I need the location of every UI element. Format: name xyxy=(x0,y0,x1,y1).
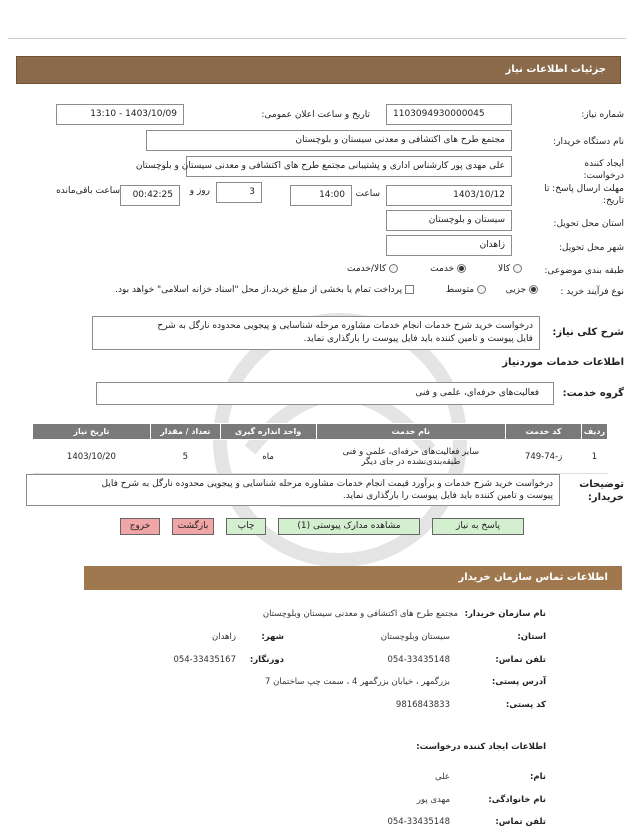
province-field: سیستان و بلوچستان xyxy=(386,210,512,231)
creator-phone-label: تلفن تماس: xyxy=(495,817,546,827)
summary-label: شرح کلی نیاز: xyxy=(552,327,624,338)
creator-family-label: نام خانوادگی: xyxy=(488,795,546,805)
buyer-org-field: مجتمع طرح های اکتشافی و معدنی سیستان و بلوچستان xyxy=(146,130,512,151)
creator-field: علی مهدی پور کارشناس اداری و پشتیبانی مجتمع طرح های اکتشافی و معدنی سیستان و بلوچستان xyxy=(186,156,512,177)
creator-phone-value: 054-33435148 xyxy=(387,817,450,827)
radio-khedmat-icon[interactable] xyxy=(457,264,466,273)
reply-button[interactable]: پاسخ به نیاز xyxy=(432,518,524,535)
city-field: زاهدان xyxy=(386,235,512,256)
radio-kala-icon[interactable] xyxy=(513,264,522,273)
checkbox-icon[interactable] xyxy=(405,285,414,294)
creator-name-value: علی xyxy=(435,772,450,782)
contact-header xyxy=(84,566,622,590)
cell-name-line-2: طبقه‌بندی‌نشده در جای دیگر xyxy=(361,456,461,467)
deadline-date-field: 1403/10/12 xyxy=(386,185,512,206)
category-radio-khedmat[interactable]: خدمت xyxy=(430,264,466,274)
cell-date: 1403/10/20 xyxy=(33,440,151,474)
remaining-label: ساعت باقی‌مانده xyxy=(56,186,120,196)
creator-info-title: اطلاعات ایجاد کننده درخواست: xyxy=(416,742,546,752)
attachments-button[interactable]: مشاهده مدارک پیوستی (1) xyxy=(278,518,420,535)
services-table xyxy=(32,423,608,474)
remaining-time-field: 00:42:25 xyxy=(120,185,180,206)
details-header-title: جزئیات اطلاعات نیاز xyxy=(505,64,606,75)
radio-joz-icon[interactable] xyxy=(529,285,538,294)
deadline-label: مهلت ارسال پاسخ: تا تاریخ: xyxy=(544,184,624,206)
details-header xyxy=(16,56,621,84)
deadline-time-field: 14:00 xyxy=(290,185,352,206)
back-button[interactable]: بازگشت xyxy=(172,518,214,535)
cell-code: ز-74-749 xyxy=(506,440,582,474)
contact-province-value: سیستان وبلوچستان xyxy=(380,632,450,642)
process-radio-joz[interactable]: جزیی xyxy=(506,285,538,295)
creator-name-label: نام: xyxy=(529,772,546,782)
table-row xyxy=(33,440,608,474)
service-group-label: گروه خدمت: xyxy=(562,388,624,399)
treasury-payment-check[interactable]: پرداخت تمام یا بخشی از مبلغ خرید،از محل "اسناد خزانه اسلامی" خواهد بود. xyxy=(115,285,414,295)
buyer-notes-label: توضیحات خریدار: xyxy=(579,479,624,503)
buyer-org-label: نام دستگاه خریدار: xyxy=(553,137,624,147)
table-header-row xyxy=(33,424,608,440)
cell-unit: ماه xyxy=(220,440,316,474)
contact-phone-value: 054-33435148 xyxy=(387,655,450,665)
summary-box xyxy=(92,316,540,350)
category-radio-kala[interactable]: کالا xyxy=(498,264,522,274)
summary-line-2: فایل پیوست و تامین کننده باید فایل پیوست را بارگذاری نماید. xyxy=(303,334,533,344)
province-label: استان محل تحویل: xyxy=(553,219,624,229)
contact-address-value: بزرگمهر ، خیابان بزرگمهر 4 ، سمت چپ ساختمان 7 xyxy=(265,677,450,687)
announce-field: 1403/10/09 - 13:10 xyxy=(56,104,184,125)
city-label: شهر محل تحویل: xyxy=(558,243,624,253)
process-radio-motavaset[interactable]: متوسط xyxy=(446,285,486,295)
services-title: اطلاعات خدمات موردنیاز xyxy=(502,357,624,368)
contact-postal-label: کد پستی: xyxy=(505,700,546,710)
buyer-notes-line-1: درخواست خرید شرح خدمات و برآورد قیمت انجام خدمات مشاوره مرحله شناسایی و پیجویی محدوده نارگل به شرح فایل xyxy=(101,479,553,489)
days-label: روز و xyxy=(189,186,210,196)
radio-motavaset-icon[interactable] xyxy=(477,285,486,294)
cell-name xyxy=(316,440,506,474)
col-name: نام خدمت xyxy=(316,424,506,440)
col-code: کد خدمت xyxy=(506,424,582,440)
radio-both-icon[interactable] xyxy=(389,264,398,273)
col-date: تاریخ نیاز xyxy=(33,424,151,440)
contact-address-label: آدرس پستی: xyxy=(491,677,546,687)
print-button[interactable]: چاپ xyxy=(226,518,266,535)
category-label: طبقه بندی موضوعی: xyxy=(544,266,624,276)
announce-label: تاریخ و ساعت اعلان عمومی: xyxy=(261,110,370,120)
contact-city-value: زاهدان xyxy=(211,632,236,642)
buyer-notes-box xyxy=(26,474,560,506)
cell-row: 1 xyxy=(582,440,608,474)
process-label: نوع فرآیند خرید : xyxy=(560,287,624,297)
cell-name-line-1: سایر فعالیت‌های حرفه‌ای، علمی و فنی xyxy=(342,446,479,457)
contact-fax-value: 054-33435167 xyxy=(173,655,236,665)
contact-phone-label: تلفن تماس: xyxy=(495,655,546,665)
col-row: ردیف xyxy=(582,424,608,440)
contact-postal-value: 9816843833 xyxy=(395,700,450,710)
col-qty: تعداد / مقدار xyxy=(150,424,220,440)
creator-label: ایجاد کننده درخواست: xyxy=(583,159,624,181)
contact-province-label: استان: xyxy=(517,632,546,642)
cell-qty: 5 xyxy=(150,440,220,474)
contact-org-value: مجتمع طرح های اکتشافی و معدنی سیستان وبلوچستان xyxy=(262,609,458,619)
service-group-field: فعالیت‌های حرفه‌ای، علمی و فنی xyxy=(96,382,554,405)
need-number-label: شماره نیاز: xyxy=(581,110,624,120)
need-number-field: 1103094930000045 xyxy=(386,104,512,125)
exit-button[interactable]: خروج xyxy=(120,518,160,535)
buyer-notes-line-2: پیوست و تامین کننده باید فایل پیوست را بارگذاری نماید. xyxy=(342,491,553,501)
contact-fax-label: دورنگار: xyxy=(249,655,284,665)
time-label: ساعت xyxy=(355,189,380,199)
creator-family-value: مهدی پور xyxy=(416,795,450,805)
col-unit: واحد اندازه گیری xyxy=(220,424,316,440)
top-divider xyxy=(8,38,626,39)
contact-city-label: شهر: xyxy=(261,632,284,642)
contact-header-title: اطلاعات تماس سازمان خریدار xyxy=(458,572,608,583)
summary-line-1: درخواست خرید شرح خدمات انجام خدمات مشاوره مرحله شناسایی و پیجویی محدوده نارگل به شرح xyxy=(157,321,533,331)
days-field: 3 xyxy=(216,182,262,203)
category-radio-both[interactable]: کالا/خدمت xyxy=(347,264,398,274)
contact-org-label: نام سازمان خریدار: xyxy=(464,609,546,619)
